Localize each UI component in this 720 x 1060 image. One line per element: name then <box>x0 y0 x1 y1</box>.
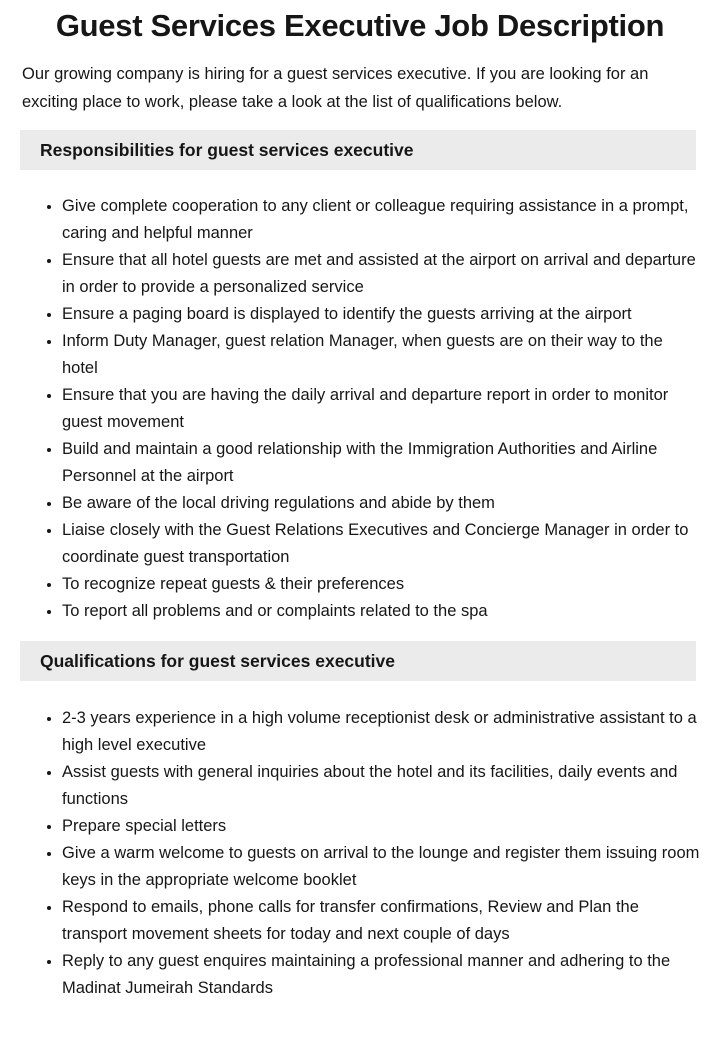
list-item: • Reply to any guest enquires maintaining a professional manner and adhering to the Madinat Jumeirah Standards <box>62 948 700 1002</box>
list-item: • Ensure that all hotel guests are met and assisted at the airport on arrival and departure in order to provide a personalized service <box>62 247 700 301</box>
qualifications-list <box>0 705 720 1002</box>
list-item: • Assist guests with general inquiries about the hotel and its facilities, daily events and functions <box>62 759 700 813</box>
responsibilities-list <box>0 193 720 625</box>
list-item: • To report all problems and or complaints related to the spa <box>62 598 700 625</box>
list-item: • Build and maintain a good relationship with the Immigration Authorities and Airline Personnel at the airport <box>62 436 700 490</box>
list-item: • Respond to emails, phone calls for transfer confirmations, Review and Plan the transport movement sheets for today and next couple of days <box>62 894 700 948</box>
list-item: • Give complete cooperation to any client or colleague requiring assistance in a prompt, caring and helpful manner <box>62 193 700 247</box>
section-heading-qualifications: Qualifications for guest services executive <box>20 641 696 681</box>
job-description-page <box>0 8 720 1002</box>
list-item: • Prepare special letters <box>62 813 700 840</box>
list-item: • To recognize repeat guests & their preferences <box>62 571 700 598</box>
list-item: • Inform Duty Manager, guest relation Manager, when guests are on their way to the hotel <box>62 328 700 382</box>
intro-paragraph: Our growing company is hiring for a guest services executive. If you are looking for an exciting place to work, please take a look at the list of qualifications below. <box>22 65 649 111</box>
list-item: • Give a warm welcome to guests on arrival to the lounge and register them issuing room keys in the appropriate welcome booklet <box>62 840 700 894</box>
list-item: • Ensure that you are having the daily arrival and departure report in order to monitor guest movement <box>62 382 700 436</box>
page-title: Guest Services Executive Job Description <box>55 8 665 43</box>
list-item: • Ensure a paging board is displayed to identify the guests arriving at the airport <box>62 301 700 328</box>
list-item: • Be aware of the local driving regulations and abide by them <box>62 490 700 517</box>
section-heading-responsibilities: Responsibilities for guest services executive <box>20 130 696 170</box>
list-item: • 2-3 years experience in a high volume receptionist desk or administrative assistant to a high level executive <box>62 705 700 759</box>
section-qualifications <box>0 641 720 1002</box>
list-item: • Liaise closely with the Guest Relations Executives and Concierge Manager in order to coordinate guest transportation <box>62 517 700 571</box>
section-responsibilities <box>0 130 720 625</box>
